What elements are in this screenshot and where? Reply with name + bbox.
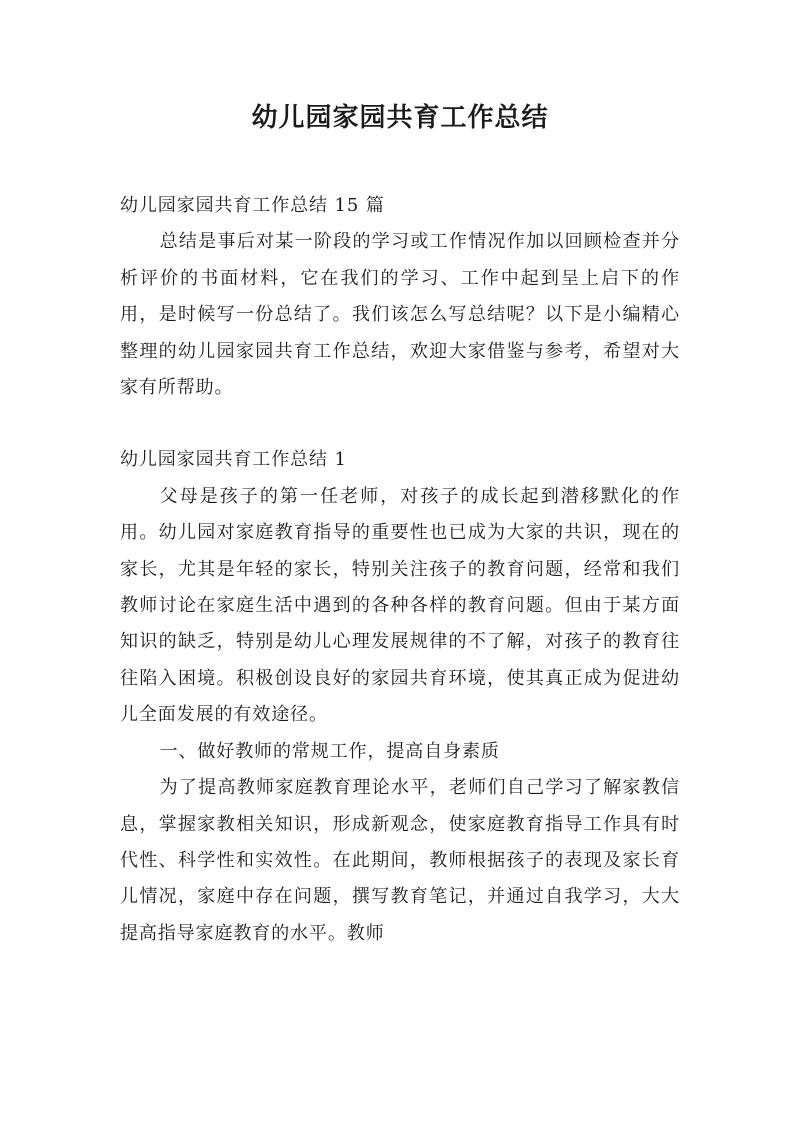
document-title: 幼儿园家园共育工作总结 [251, 103, 549, 133]
body-paragraph: 为了提高教师家庭教育理论水平，老师们自己学习了解家教信息，掌握家教相关知识，形成新观念，使家庭教育指导工作具有时代性、科学性和实效性。在此期间，教师根据孩子的表现及家长育儿情况，家庭中存在问题，撰写教育笔记，并通过自我学习，大大提高指导家庭教育的水平。教师 [120, 777, 680, 944]
document-body [120, 188, 680, 952]
subsection-heading: 一、做好教师的常规工作，提高自身素质 [159, 740, 500, 762]
section-heading: 幼儿园家园共育工作总结 1 [120, 449, 347, 471]
paragraph-spacer [120, 406, 680, 442]
intro-paragraph: 总结是事后对某一阶段的学习或工作情况作加以回顾检查并分析评价的书面材料，它在我们的学习、工作中起到呈上启下的作用，是时候写一份总结了。我们该怎么写总结呢？以下是小编精心整理的幼儿园家园共育工作总结，欢迎大家借鉴与参考，希望对大家有所帮助。 [120, 231, 680, 399]
body-paragraph: 父母是孩子的第一任老师，对孩子的成长起到潜移默化的作用。幼儿园对家庭教育指导的重要性也已成为大家的共识，现在的家长，尤其是年轻的家长，特别关注孩子的教育问题，经常和我们教师讨论在家庭生活中遇到的各种各样的教育问题。但由于某方面知识的缺乏，特别是幼儿心理发展规律的不了解，对孩子的教育往往陷入困境。积极创设良好的家园共育环境，使其真正成为促进幼儿全面发展的有效途径。 [120, 485, 680, 726]
document-subtitle: 幼儿园家园共育工作总结 15 篇 [120, 195, 385, 216]
